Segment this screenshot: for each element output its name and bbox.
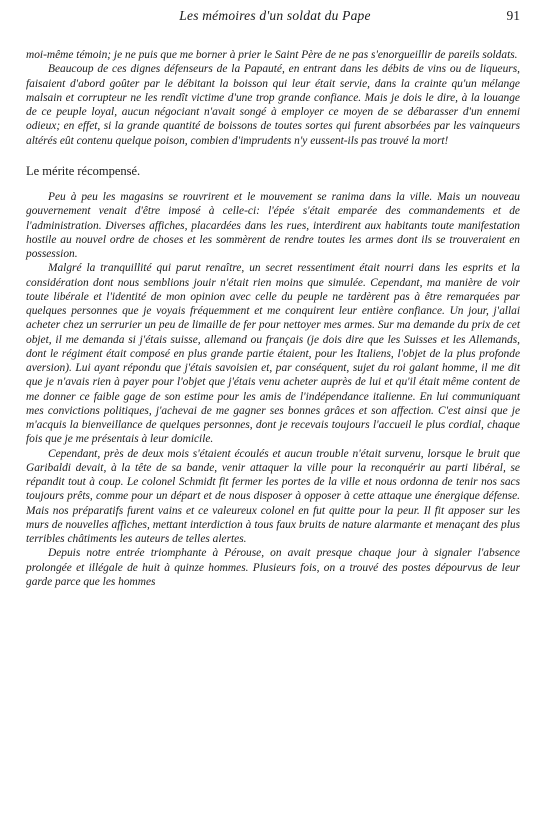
paragraph: Beaucoup de ces dignes défenseurs de la Papauté, en entrant dans les débits de vins ou de liqueurs, faisaient d'abord goûter par le débitant la boisson qui leur était servie, dans la crainte qu'un mélange malsain et corrupteur ne les rendît victime d'une trop grande confiance. Mais je dois le dire, à la louange de ce peuple loyal, aucun négociant n'avait songé à employer ce moyen de se débarasser d'un ennemi odieux; en effet, si la grande quantité de boissons de toutes sortes qui furent absorbées par les vainqueurs altérés eût contenu quelque poison, combien d'imprudents n'y eussent-ils pas trouvé la mort!: [26, 63, 520, 147]
paragraph: Depuis notre entrée triomphante à Pérouse, on avait presque chaque jour à signaler l'absence prolongée et illégale de huit à quinze hommes. Plusieurs fois, on a trouvé des postes dépourvus de leur garde parce que les hommes: [26, 547, 520, 588]
body-text: [26, 48, 520, 589]
paragraph: Cependant, près de deux mois s'étaient écoulés et aucun trouble n'était survenu, lorsque le bruit que Garibaldi devait, à la tête de sa bande, venir attaquer la ville pour la reconquérir au parti libéral, se répandit tout à coup. Le colonel Schmidt fit fermer les portes de la ville et nous ordonna de tenir nos sacs toujours prêts, comme pour un départ et de nous disposer à opposer à cette attaque une énergique défense. Mais nos préparatifs furent vains et ce valeureux colonel en fut quitte pour la peur. Il fit apposer sur les murs de nouvelles affiches, mettant interdiction à tous faux bruits de nature alarmante et menaçant des plus terribles châtiments les auteurs de telles alertes.: [26, 447, 520, 545]
running-head: [0, 8, 550, 28]
running-title: Les mémoires d'un soldat du Pape: [179, 8, 371, 23]
paragraph: Malgré la tranquillité qui parut renaître, un secret ressentiment était nourri dans les esprits et la considération dont nous semblions jouir n'était rien moins que simulée. Cependant, ma manière de voir toute libérale et l'identité de mon opinion avec celle du peuple ne tardèrent pas à être remarquées par quelques personnes que je voyais fréquemment et me conquirent leur entière confiance. Un jour, j'allai acheter chez un serrurier un peu de limaille de fer pour nettoyer mes armes. Sur ma demande du prix de cet objet, il me demanda si j'étais suisse, allemand ou français (je dois dire que les Suisses et les Allemands, dont le régiment était composé en plus grande partie étaient, pour les Italiens, l'objet de la plus profonde aversion). Lui ayant répondu que j'étais savoisien et, par conséquent, sujet du roi galant homme, il me dit que je n'avais rien à payer pour l'objet que j'étais venu acheter auprès de lui et qu'il était même content de me donner ce faible gage de son estime pour les amis de l'indépendance italienne. En lui communiquant mes convictions politiques, j'achevai de me gagner ses bonnes grâces et son affection. C'est ainsi que je m'acquis la bienveillance de quelques personnes, dont je recevais toujours l'accueil le plus cordial, chaque fois que je me présentais à leur domicile.: [26, 262, 520, 446]
paragraph-continuation: moi-même témoin; je ne puis que me borner à prier le Saint Père de ne pas s'enorgueillir de pareils soldats.: [26, 49, 518, 61]
page-number: 91: [506, 8, 520, 23]
paragraph: Peu à peu les magasins se rouvrirent et le mouvement se ranima dans la ville. Mais un nouveau gouvernement venait d'être imposé à celle-ci: l'épée s'était emparée des commandements et de l'administration. Diverses affiches, placardées dans les rues, interdirent aux habitants toute manifestation hostile au nouvel ordre de choses et les sommèrent de rendre toutes les armes dont ils se trouveraient en possession.: [26, 191, 520, 260]
section-heading: Le mérite récompensé.: [26, 163, 141, 178]
